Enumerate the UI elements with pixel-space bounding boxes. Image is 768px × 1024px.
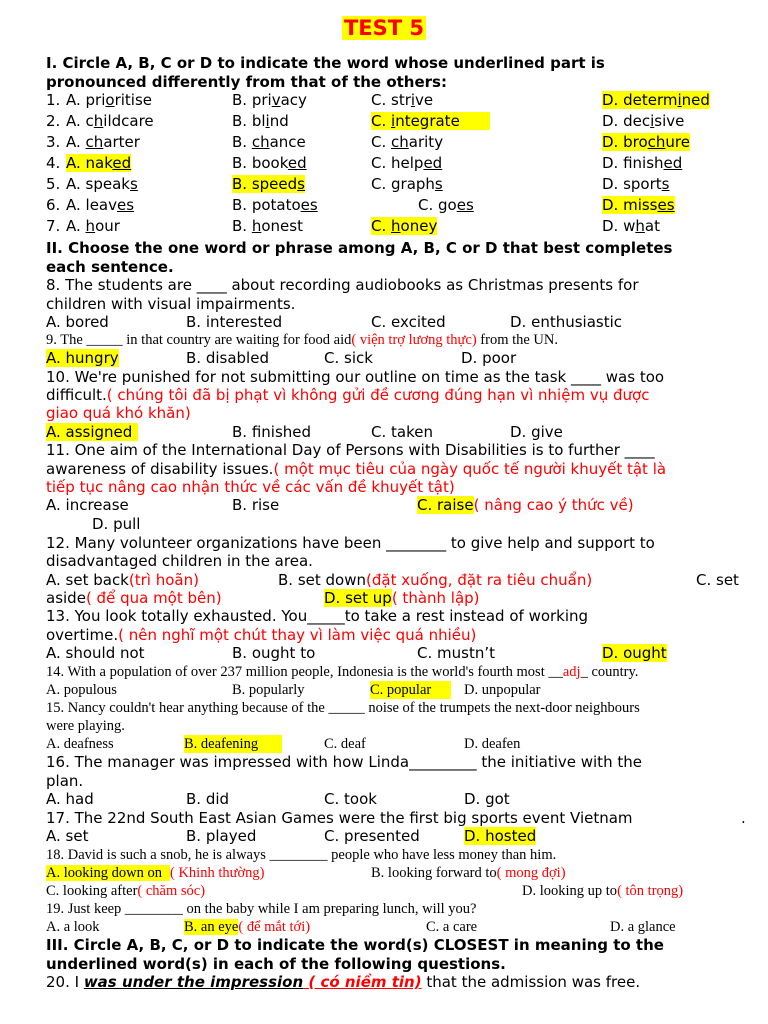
- q13-note: ( nên nghĩ một chút thay vì làm việc quá nhiều): [118, 626, 477, 644]
- pron-row-number: 1.: [46, 91, 61, 109]
- q10-stem-cont: difficult.( chúng tôi đã bị phạt vì không gửi đề cương đúng hạn vì nhiệm vụ được: [46, 386, 650, 404]
- pron-row-4-option-d[interactable]: [602, 154, 682, 172]
- q12-option-a-note: (trì hoãn): [128, 571, 199, 589]
- q10-option-c[interactable]: C. taken: [371, 423, 433, 441]
- option-text-part: at: [644, 217, 660, 235]
- q19-stem: 19. Just keep ________ on the baby while I am preparing lunch, will you?: [46, 901, 477, 917]
- q12-option-c[interactable]: C. set: [696, 571, 739, 589]
- pron-row-6-option-b[interactable]: [232, 196, 318, 214]
- option-text-part: arity: [408, 133, 444, 151]
- option-text-part: D. bro: [602, 133, 648, 151]
- pron-row-1-option-b[interactable]: [232, 91, 307, 109]
- option-text-part: ve: [415, 91, 434, 109]
- option-text-part: C.: [371, 112, 392, 130]
- option-text-part: sive: [654, 112, 685, 130]
- q14-option-a[interactable]: A. populous: [46, 682, 117, 698]
- pron-row-3-option-b[interactable]: [232, 133, 306, 151]
- option-text-part: D. w: [602, 217, 636, 235]
- q19-option-d[interactable]: D. a glance: [610, 919, 676, 935]
- option-text-part: ntegrate: [395, 112, 460, 130]
- pron-row-7-option-b[interactable]: [232, 217, 303, 235]
- q11-option-c-wrap: [417, 496, 634, 514]
- q11-option-c-note: ( nâng cao ý thức về): [473, 496, 634, 514]
- option-text-part: D. sport: [602, 175, 662, 193]
- underlined-sound: i: [391, 112, 396, 130]
- underlined-sound: s: [434, 175, 443, 193]
- q14-note: adj: [562, 664, 581, 680]
- q10-stem: 10. We're punished for not submitting our outline on time as the task ____ was too: [46, 368, 665, 386]
- q17-option-d[interactable]: D. hosted: [464, 827, 537, 845]
- underlined-sound: s: [297, 175, 305, 193]
- pron-row-2-option-a[interactable]: [66, 112, 154, 130]
- option-text-part: A. speak: [66, 175, 130, 193]
- q8-option-b[interactable]: B. interested: [186, 313, 283, 331]
- q20-underlined-phrase: was under the impression: [83, 973, 304, 991]
- underlined-sound: ch: [251, 133, 270, 151]
- pron-row-6-option-a[interactable]: [66, 196, 134, 214]
- underlined-sound: ch: [391, 133, 409, 151]
- option-text-part: our: [95, 217, 120, 235]
- q9-option-b[interactable]: B. disabled: [186, 349, 269, 367]
- q12-option-c-cont: aside: [46, 589, 86, 607]
- q12-option-c-note: ( để qua một bên): [85, 589, 222, 607]
- q16-option-d[interactable]: D. got: [464, 790, 510, 808]
- underlined-sound: es: [657, 196, 675, 214]
- q8-stem: 8. The students are ____ about recording audiobooks as Christmas presents for: [46, 276, 639, 294]
- underlined-sound: i: [410, 91, 416, 109]
- q17-option-c[interactable]: C. presented: [324, 827, 420, 845]
- q18-option-a[interactable]: A. looking down on: [46, 865, 170, 881]
- q12-stem: 12. Many volunteer organizations have been ________ to give help and support to: [46, 534, 655, 552]
- option-text-part: B.: [232, 133, 252, 151]
- underlined-sound: h: [251, 217, 262, 235]
- q14-option-c[interactable]: C. popular: [370, 681, 451, 699]
- option-text-part: ritise: [114, 91, 153, 109]
- q14-stem: 14. With a population of over 237 million people, Indonesia is the world's fourth most __adj_ country.: [46, 664, 639, 680]
- pron-row-5-option-d[interactable]: [602, 175, 669, 193]
- q12-option-c-wrap: [46, 589, 222, 607]
- pron-row-2-option-c[interactable]: [371, 112, 490, 130]
- pron-row-number: 3.: [46, 133, 61, 151]
- q9-note: ( viện trợ lương thực): [351, 332, 477, 348]
- option-text-part: C. help: [371, 154, 424, 172]
- q13-option-c[interactable]: C. mustn’t: [417, 644, 495, 662]
- underlined-sound: i: [677, 91, 682, 109]
- underlined-sound: ed: [287, 154, 307, 172]
- pron-row-5-option-c[interactable]: [371, 175, 443, 193]
- pron-row-6-option-c[interactable]: [418, 196, 474, 214]
- pron-row-4-option-b[interactable]: [232, 154, 307, 172]
- q20-stem: 20. I was under the impression ( có niềm tin) that the admission was free.: [46, 973, 641, 991]
- option-text-part: A.: [66, 133, 86, 151]
- q16-option-a[interactable]: A. had: [46, 790, 94, 808]
- pron-row-number: 4.: [46, 154, 61, 172]
- option-text-part: A. leav: [66, 196, 117, 214]
- q17-option-b[interactable]: B. played: [186, 827, 257, 845]
- q12-option-a-wrap: [46, 571, 199, 589]
- option-text-part: A. nak: [66, 154, 113, 172]
- q14-option-d[interactable]: D. unpopular: [464, 682, 541, 698]
- section1-heading-cont: pronounced differently from that of the others:: [46, 73, 447, 91]
- q13-stem: 13. You look totally exhausted. You_____to take a rest instead of working: [46, 607, 589, 625]
- q18-option-d-note: ( tôn trọng): [617, 883, 684, 899]
- q12-option-d-wrap: [324, 589, 480, 607]
- q8-option-a[interactable]: A. bored: [46, 313, 109, 331]
- pron-row-3-option-a[interactable]: [66, 133, 140, 151]
- q11-note-cont: tiếp tục nâng cao nhận thức về các vấn đề khuyết tật): [46, 478, 455, 496]
- option-text-part: A.: [66, 217, 86, 235]
- q15-stem: 15. Nancy couldn't hear anything because of the _____ noise of the trumpets the next-door neighbours: [46, 700, 640, 716]
- q12-option-b-wrap: [278, 571, 592, 589]
- q13-option-d[interactable]: D. ought: [602, 644, 667, 662]
- option-text-part: C.: [371, 217, 392, 235]
- q18-option-b[interactable]: B. looking forward to: [371, 865, 497, 881]
- option-text-part: acy: [280, 91, 307, 109]
- pron-row-3-option-d[interactable]: [602, 133, 690, 151]
- q16-option-b[interactable]: B. did: [186, 790, 230, 808]
- option-text-part: B. potato: [232, 196, 301, 214]
- section2-heading-cont: each sentence.: [46, 258, 174, 276]
- underlined-sound: s: [661, 175, 670, 193]
- q14-option-b[interactable]: B. popularly: [232, 682, 305, 698]
- q10-option-b[interactable]: B. finished: [232, 423, 312, 441]
- underlined-sound: ed: [112, 154, 132, 172]
- option-text-part: D. dec: [602, 112, 651, 130]
- underlined-sound: h: [391, 217, 401, 235]
- q11-stem: 11. One aim of the International Day of Persons with Disabilities is to further ____: [46, 441, 655, 459]
- pron-row-7-option-d[interactable]: [602, 217, 660, 235]
- q10-note: ( chúng tôi đã bị phạt vì không gửi đề cương đúng hạn vì nhiệm vụ được: [106, 386, 650, 404]
- option-text-part: ildcare: [103, 112, 154, 130]
- q18-option-a-note: ( Khinh thường): [170, 865, 265, 881]
- pron-row-number: 6.: [46, 196, 61, 214]
- option-text-part: ance: [269, 133, 306, 151]
- pron-row-3-option-c[interactable]: [371, 133, 443, 151]
- option-text-part: onest: [261, 217, 303, 235]
- underlined-sound: v: [271, 91, 281, 109]
- option-text-part: D. miss: [602, 196, 658, 214]
- q18-option-c[interactable]: C. looking after: [46, 883, 138, 899]
- option-text-part: B.: [232, 217, 252, 235]
- section2-heading: II. Choose the one word or phrase among A, B, C or D that best completes: [46, 239, 673, 257]
- q19-option-b-note: ( để mắt tới): [238, 919, 311, 935]
- q15-option-b[interactable]: B. deafening: [184, 735, 282, 753]
- q8-stem-cont: children with visual impairments.: [46, 295, 296, 313]
- q15-option-d[interactable]: D. deafen: [464, 736, 521, 752]
- q16-option-c[interactable]: C. took: [324, 790, 377, 808]
- q18-option-b-wrap: [371, 864, 566, 882]
- section3-heading-cont: underlined word(s) in each of the following questions.: [46, 955, 506, 973]
- pron-row-1-option-a[interactable]: [66, 91, 152, 109]
- q18-option-c-wrap: [46, 882, 205, 900]
- q11-stem-cont: awareness of disability issues.( một mục tiêu của ngày quốc tế người khuyết tật là: [46, 460, 667, 478]
- q9-option-a[interactable]: A. hungry: [46, 349, 119, 367]
- option-text-part: oney: [400, 217, 438, 235]
- option-text-part: C. go: [418, 196, 457, 214]
- option-text-part: B. book: [232, 154, 288, 172]
- option-text-part: D. determ: [602, 91, 678, 109]
- q17-stem: 17. The 22nd South East Asian Games were the first big sports event Vietnam .: [46, 809, 746, 827]
- q9-option-d[interactable]: D. poor: [461, 349, 517, 367]
- underlined-sound: h: [93, 112, 104, 130]
- q11-option-a[interactable]: A. increase: [46, 496, 129, 514]
- option-text-part: C. str: [371, 91, 411, 109]
- pron-row-2-option-d[interactable]: [602, 112, 684, 130]
- q12-option-d-note: ( thành lập): [391, 589, 480, 607]
- underlined-sound: i: [265, 112, 270, 130]
- section3-heading: III. Circle A, B, C, or D to indicate the word(s) CLOSEST in meaning to the: [46, 936, 664, 954]
- q12-stem-cont: disadvantaged children in the area.: [46, 552, 313, 570]
- option-text-part: nd: [269, 112, 289, 130]
- pron-row-number: 7.: [46, 217, 61, 235]
- pron-row-4-option-c[interactable]: [371, 154, 442, 172]
- q18-option-c-note: ( chăm sóc): [137, 883, 206, 899]
- q12-option-b-note: (đặt xuống, đặt ra tiêu chuẩn): [366, 571, 593, 589]
- q8-option-d[interactable]: D. enthusiastic: [510, 313, 623, 331]
- q11-option-b[interactable]: B. rise: [232, 496, 280, 514]
- option-text-part: B. pri: [232, 91, 272, 109]
- q12-option-a[interactable]: A. set back: [46, 571, 129, 589]
- q11-option-c[interactable]: C. raise: [417, 496, 474, 514]
- q9-stem: 9. The _____ in that country are waiting for food aid( viện trợ lương thực) from the UN.: [46, 332, 558, 348]
- pron-row-1-option-c[interactable]: [371, 91, 433, 109]
- q11-note: ( một mục tiêu của ngày quốc tế người khuyết tật là: [273, 460, 667, 478]
- q17-option-a[interactable]: A. set: [46, 827, 89, 845]
- pron-row-6-option-d[interactable]: [602, 196, 675, 214]
- q12-option-d[interactable]: D. set up: [324, 589, 392, 607]
- pron-row-5-option-a[interactable]: [66, 175, 138, 193]
- q16-stem: 16. The manager was impressed with how Linda_________ the initiative with the: [46, 753, 642, 771]
- underlined-sound: ed: [423, 154, 443, 172]
- q11-option-d[interactable]: D. pull: [92, 515, 141, 533]
- underlined-sound: h: [85, 217, 96, 235]
- q15-option-a[interactable]: A. deafness: [46, 736, 114, 752]
- q19-option-b-wrap: [184, 918, 310, 936]
- option-text-part: B. bl: [232, 112, 266, 130]
- pron-row-7-option-a[interactable]: [66, 217, 120, 235]
- q9-option-c[interactable]: C. sick: [324, 349, 373, 367]
- pron-row-number: 5.: [46, 175, 61, 193]
- q18-option-a-wrap: [46, 864, 264, 882]
- underlined-sound: es: [300, 196, 318, 214]
- option-text-part: C.: [371, 133, 392, 151]
- option-text-part: B. speed: [232, 175, 298, 193]
- option-text-part: A. pri: [66, 91, 106, 109]
- pron-row-5-option-b[interactable]: [232, 175, 305, 193]
- q8-option-c[interactable]: C. excited: [371, 313, 446, 331]
- underlined-sound: es: [117, 196, 135, 214]
- pron-row-1-option-d[interactable]: [602, 91, 710, 109]
- q18-option-d[interactable]: D. looking up to: [522, 883, 618, 899]
- underlined-sound: ed: [663, 154, 683, 172]
- option-text-part: C. graph: [371, 175, 435, 193]
- q18-option-b-note: ( mong đợi): [496, 865, 566, 881]
- q10-note-cont: giao quá khó khăn): [46, 404, 191, 422]
- pron-row-2-option-b[interactable]: [232, 112, 289, 130]
- pron-row-7-option-c[interactable]: [371, 217, 437, 235]
- q12-option-b[interactable]: B. set down: [278, 571, 366, 589]
- underlined-sound: i: [650, 112, 655, 130]
- q15-stem-cont: were playing.: [46, 718, 125, 734]
- section1-heading: I. Circle A, B, C or D to indicate the word whose underlined part is: [46, 54, 605, 72]
- option-text-part: ure: [665, 133, 690, 151]
- q19-option-a[interactable]: A. a look: [46, 919, 100, 935]
- option-text-part: arter: [103, 133, 140, 151]
- q19-option-c[interactable]: C. a care: [426, 919, 478, 935]
- underlined-sound: h: [635, 217, 645, 235]
- underlined-sound: s: [129, 175, 138, 193]
- option-text-part: D. finish: [602, 154, 664, 172]
- test-title: TEST 5: [343, 16, 425, 40]
- pron-row-number: 2.: [46, 112, 61, 130]
- q16-stem-cont: plan.: [46, 772, 84, 790]
- q10-option-d[interactable]: D. give: [510, 423, 563, 441]
- underlined-sound: ch: [647, 133, 666, 151]
- q18-stem: 18. David is such a snob, he is always ________ people who have less money than him.: [46, 847, 557, 863]
- underlined-sound: ch: [85, 133, 104, 151]
- underlined-sound: es: [456, 196, 474, 214]
- q10-option-a[interactable]: A. assigned: [46, 423, 138, 441]
- option-text-part: ned: [681, 91, 710, 109]
- q13-stem-cont: overtime.( nên nghĩ một chút thay vì làm việc quá nhiều): [46, 626, 477, 644]
- q20-note: ( có niềm tin): [303, 973, 422, 991]
- underlined-sound: o: [105, 91, 115, 109]
- option-text-part: A. c: [66, 112, 94, 130]
- q13-option-b[interactable]: B. ought to: [232, 644, 316, 662]
- q13-option-a[interactable]: A. should not: [46, 644, 145, 662]
- q15-option-c[interactable]: C. deaf: [324, 736, 366, 752]
- pron-row-4-option-a[interactable]: [66, 154, 131, 172]
- q19-option-b[interactable]: B. an eye: [184, 919, 239, 935]
- q18-option-d-wrap: [522, 882, 683, 900]
